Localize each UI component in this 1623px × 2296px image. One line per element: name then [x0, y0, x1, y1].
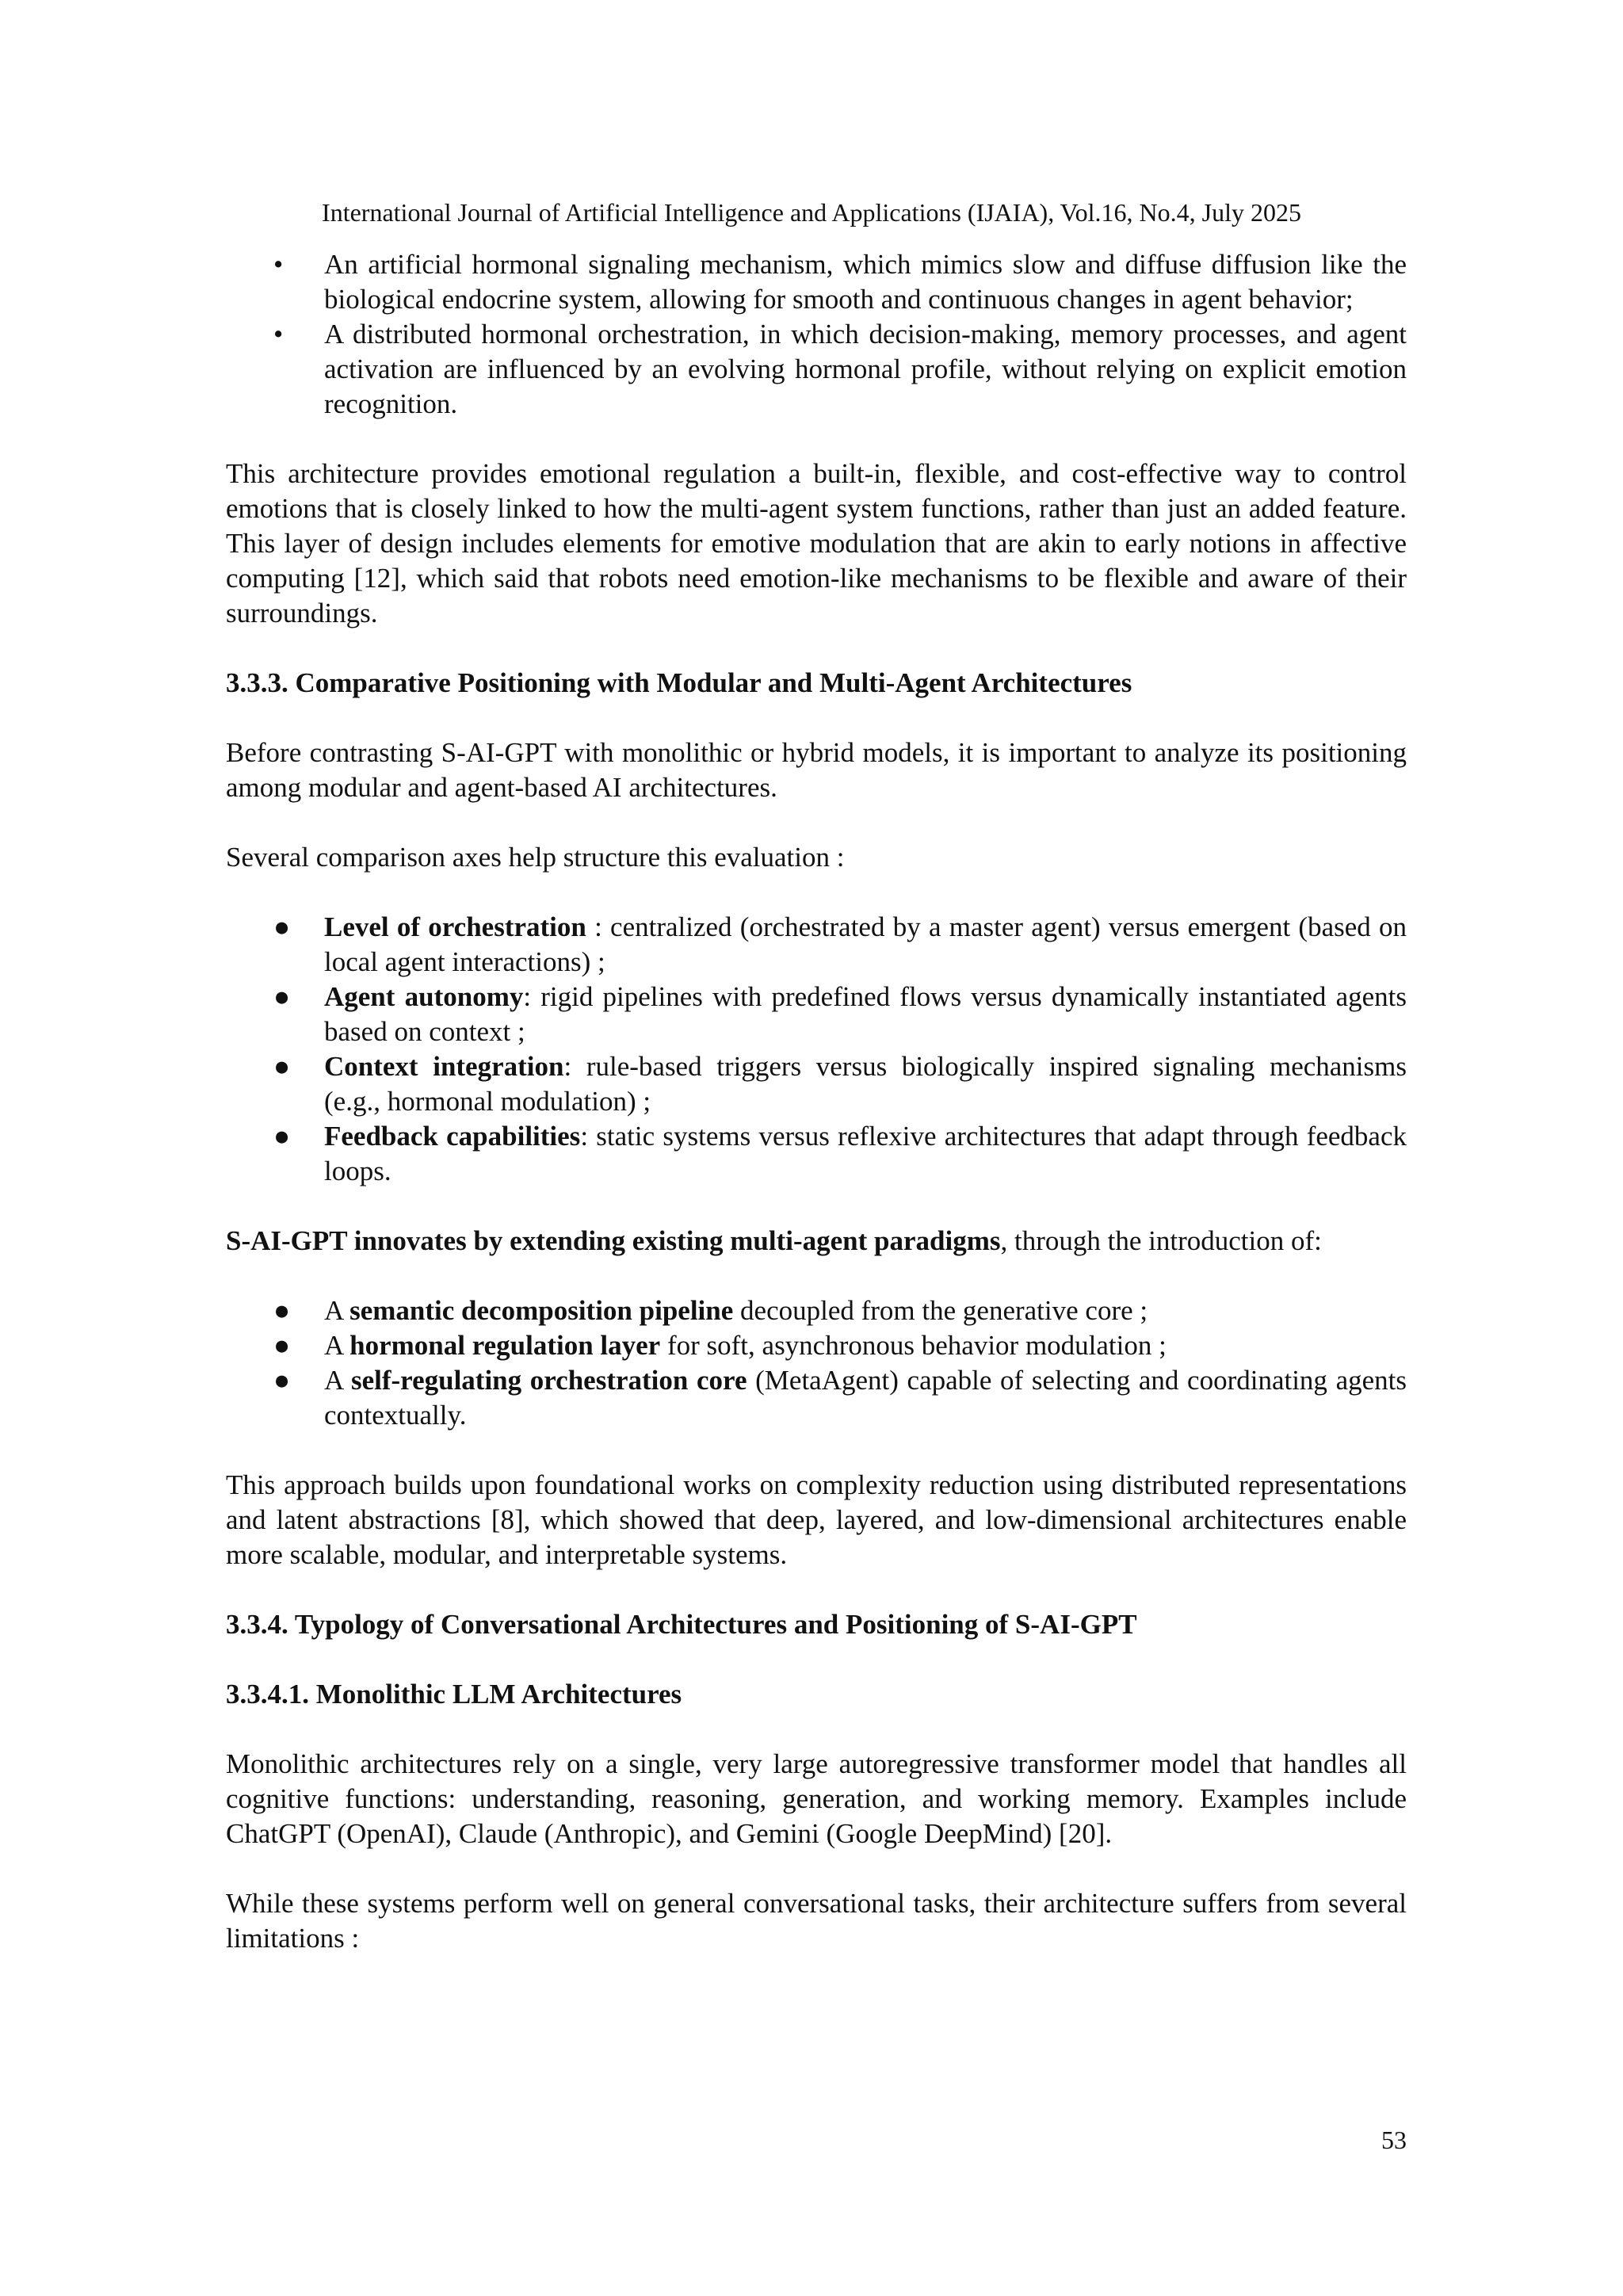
section-heading: 3.3.4. Typology of Conversational Architectures and Positioning of S-AI-GPT — [226, 1609, 1137, 1640]
section-heading: 3.3.3. Comparative Positioning with Modular and Multi-Agent Architectures — [226, 667, 1132, 698]
list-item-text: : rigid pipelines with predefined flows versus dynamically instantiated agents based on context ; — [324, 981, 1407, 1047]
list-item — [226, 317, 1407, 422]
list-item-prefix: A — [324, 1295, 350, 1326]
subsection-heading: 3.3.4.1. Monolithic LLM Architectures — [226, 1679, 682, 1710]
list-item — [226, 980, 1407, 1049]
list-item-term: hormonal regulation layer — [349, 1330, 661, 1361]
comparison-axes-list — [226, 910, 1407, 1189]
paragraph: This architecture provides emotional regulation a built-in, flexible, and cost-effective way to control emotions that is closely linked to how the multi-agent system functions, rather than just an added feature. This layer of design includes elements for emotive modulation that are akin to early notions in affective computing [12], which said that robots need emotion-like mechanisms to be flexible and aware of their surroundings. — [226, 458, 1407, 628]
intro-bullet-list — [226, 247, 1407, 422]
page-content — [226, 247, 1407, 1956]
list-item — [226, 910, 1407, 980]
list-item-text: : rule-based triggers versus biologically inspired signaling mechanisms (e.g., hormonal modulation) ; — [324, 1051, 1407, 1117]
emphasis-text: S-AI-GPT innovates by extending existing multi-agent paradigms — [226, 1225, 1001, 1256]
list-item-term: self-regulating orchestration core — [350, 1365, 747, 1396]
list-item — [226, 1328, 1407, 1363]
bullet-icon: ● — [273, 1295, 291, 1326]
list-item-text: decoupled from the generative core ; — [733, 1295, 1148, 1326]
paragraph-text: , through the introduction of: — [1000, 1225, 1322, 1256]
list-item-term: semantic decomposition pipeline — [349, 1295, 734, 1326]
list-item — [226, 1119, 1407, 1189]
running-header: International Journal of Artificial Intelligence and Applications (IJAIA), Vol.16, No.4, July 2025 — [322, 198, 1301, 227]
list-item — [226, 1049, 1407, 1119]
list-item — [226, 247, 1407, 317]
list-item-text: An artificial hormonal signaling mechanism, which mimics slow and diffuse diffusion like the biological endocrine system, allowing for smooth and continuous changes in agent behavior; — [324, 249, 1407, 315]
list-item-prefix: A — [324, 1365, 351, 1396]
list-item-text: : centralized (orchestrated by a master agent) versus emergent (based on local agent interactions) ; — [324, 911, 1407, 977]
list-item — [226, 1363, 1407, 1433]
bullet-icon: ● — [273, 981, 291, 1012]
bullet-icon: ● — [273, 1330, 291, 1361]
list-item-text: (MetaAgent) capable of selecting and coordinating agents contextually. — [324, 1365, 1407, 1431]
bullet-icon: • — [273, 319, 284, 350]
paragraph: Several comparison axes help structure this evaluation : — [226, 842, 845, 873]
list-item-term: Agent autonomy — [324, 981, 524, 1012]
list-item-prefix: A — [324, 1330, 350, 1361]
paragraph: Monolithic architectures rely on a single, very large autoregressive transformer model that handles all cognitive functions: understanding, reasoning, generation, and working memory. Examples include ChatGPT (OpenAI), Claude (Anthropic), and Gemini (Google DeepMind) [20]. — [226, 1748, 1407, 1849]
list-item-term: Feedback capabilities — [324, 1121, 581, 1152]
page-number: 53 — [1381, 2126, 1407, 2154]
paragraph: Before contrasting S-AI-GPT with monolithic or hybrid models, it is important to analyze its positioning among modular and agent-based AI architectures. — [226, 737, 1407, 803]
list-item-text: for soft, asynchronous behavior modulation ; — [660, 1330, 1167, 1361]
paragraph: This approach builds upon foundational works on complexity reduction using distributed representations and latent abstractions [8], which showed that deep, layered, and low-dimensional architectures enable more scalable, modular, and interpretable systems. — [226, 1469, 1407, 1570]
innovations-list — [226, 1293, 1407, 1433]
paragraph — [226, 1224, 1407, 1259]
bullet-icon: ● — [273, 1121, 291, 1152]
paragraph: While these systems perform well on general conversational tasks, their architecture suffers from several limitations : — [226, 1888, 1407, 1954]
bullet-icon: • — [273, 249, 284, 280]
bullet-icon: ● — [273, 1051, 291, 1082]
list-item-term: Context integration — [324, 1051, 564, 1082]
list-item-term: Level of orchestration — [324, 911, 586, 942]
list-item-text: A distributed hormonal orchestration, in which decision-making, memory processes, and agent activation are influenced by an evolving hormonal profile, without relying on explicit emotion recognition. — [324, 319, 1407, 419]
bullet-icon: ● — [273, 1365, 291, 1396]
bullet-icon: ● — [273, 911, 291, 942]
list-item — [226, 1293, 1407, 1328]
list-item-text: : static systems versus reflexive architectures that adapt through feedback loops. — [324, 1121, 1407, 1186]
